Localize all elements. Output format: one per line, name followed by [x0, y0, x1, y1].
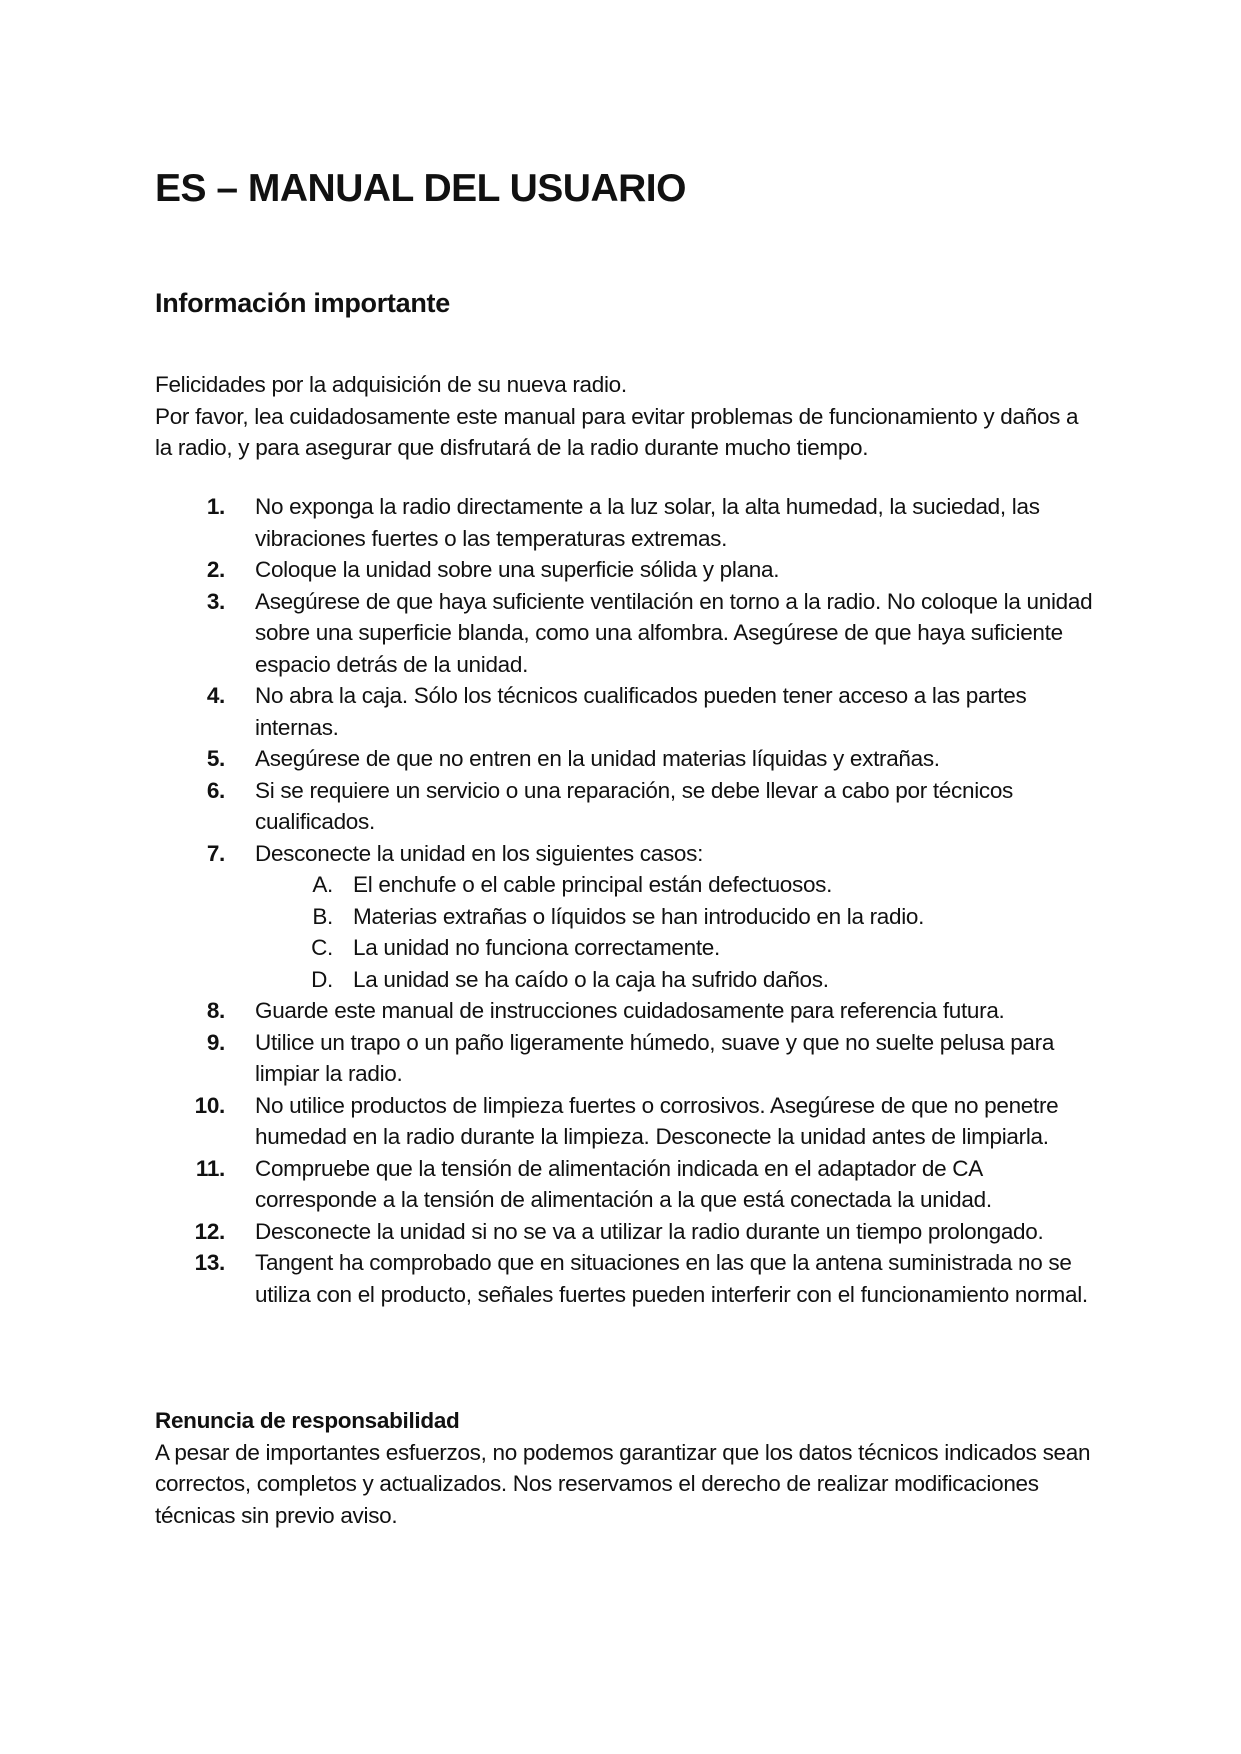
- list-item: [155, 838, 1095, 870]
- page-title: ES – MANUAL DEL USUARIO: [155, 167, 686, 210]
- item-text: No utilice productos de limpieza fuertes o corrosivos. Asegúrese de que no penetre humedad en la radio durante la limpieza. Desconecte la unidad antes de limpiarla.: [255, 1092, 1059, 1149]
- list-item: [155, 743, 1095, 775]
- item-number: 11.: [195, 1155, 225, 1181]
- list-item: [155, 491, 1095, 554]
- item-text: Asegúrese de que haya suficiente ventilación en torno a la radio. No coloque la unidad sobre una superficie blanda, como una alfombra. Asegúrese de que haya suficiente espacio detrás de la unidad.: [255, 588, 1093, 677]
- sub-item-text: Materias extrañas o líquidos se han introducido en la radio.: [353, 903, 925, 929]
- intro-paragraph: [155, 369, 1095, 464]
- item-number: 13.: [194, 1250, 225, 1275]
- list-item: [155, 1247, 1095, 1310]
- item-text: Desconecte la unidad en los siguientes casos:: [255, 840, 704, 866]
- intro-line-instructions: Por favor, lea cuidadosamente este manual para evitar problemas de funcionamiento y daños a la radio, y para asegurar que disfrutará de la radio durante mucho tiempo.: [155, 403, 1079, 460]
- item-number: 1.: [206, 494, 225, 519]
- section-title: Información importante: [155, 288, 450, 318]
- sub-list-item: [155, 964, 1095, 996]
- item-number: 9.: [206, 1029, 225, 1055]
- list-item: [155, 1216, 1095, 1248]
- item-number: 4.: [206, 683, 225, 708]
- list-item: [155, 995, 1095, 1027]
- sub-list-item: [155, 932, 1095, 964]
- sub-item-letter: B.: [312, 903, 333, 929]
- sub-item-letter: C.: [311, 935, 333, 960]
- safety-instructions-list: [155, 491, 1095, 1310]
- sub-item-text: La unidad no funciona correctamente.: [353, 935, 720, 960]
- intro-line-congrats: Felicidades por la adquisición de su nueva radio.: [155, 372, 627, 397]
- item-number: 2.: [206, 557, 225, 582]
- sub-list-item: [155, 901, 1095, 933]
- list-item: [155, 586, 1095, 681]
- sub-list-item: [155, 869, 1095, 901]
- sub-item-text: El enchufe o el cable principal están defectuosos.: [353, 872, 833, 897]
- document-page: [155, 0, 1095, 1754]
- item-text: No exponga la radio directamente a la luz solar, la alta humedad, la suciedad, las vibraciones fuertes o las temperaturas extremas.: [255, 494, 1040, 551]
- item-text: Asegúrese de que no entren en la unidad materias líquidas y extrañas.: [255, 746, 940, 771]
- item-text: Utilice un trapo o un paño ligeramente húmedo, suave y que no suelte pelusa para limpiar la radio.: [255, 1029, 1055, 1086]
- list-item: [155, 680, 1095, 743]
- item-number: 8.: [206, 998, 225, 1023]
- disclaimer-section: [155, 1405, 1095, 1531]
- item-number: 3.: [206, 588, 225, 614]
- disclaimer-text: A pesar de importantes esfuerzos, no podemos garantizar que los datos técnicos indicados sean correctos, completos y actualizados. Nos reservamos el derecho de realizar modificaciones técnicas sin previo aviso.: [155, 1439, 1091, 1528]
- sub-item-text: La unidad se ha caído o la caja ha sufrido daños.: [353, 966, 829, 992]
- list-item: [155, 775, 1095, 838]
- list-item: [155, 554, 1095, 586]
- list-item: [155, 1027, 1095, 1090]
- sub-item-letter: D.: [311, 966, 333, 992]
- item-text: No abra la caja. Sólo los técnicos cualificados pueden tener acceso a las partes internas.: [255, 683, 1027, 740]
- item-number: 7.: [206, 840, 225, 866]
- list-item: [155, 1153, 1095, 1216]
- item-text: Compruebe que la tensión de alimentación indicada en el adaptador de CA corresponde a la tensión de alimentación a la que está conectada la unidad.: [255, 1155, 992, 1212]
- item-text: Desconecte la unidad si no se va a utilizar la radio durante un tiempo prolongado.: [255, 1218, 1044, 1244]
- item-text: Coloque la unidad sobre una superficie sólida y plana.: [255, 557, 780, 582]
- item-number: 12.: [194, 1218, 225, 1244]
- item-number: 5.: [206, 746, 225, 771]
- item-text: Si se requiere un servicio o una reparación, se debe llevar a cabo por técnicos cualificados.: [255, 777, 1014, 834]
- disclaimer-title: Renuncia de responsabilidad: [155, 1408, 460, 1433]
- sub-item-letter: A.: [312, 872, 333, 897]
- item-number: 6.: [206, 777, 225, 803]
- item-number: 10.: [194, 1092, 225, 1118]
- list-item: [155, 1090, 1095, 1153]
- item-text: Tangent ha comprobado que en situaciones en las que la antena suministrada no se utiliza con el producto, señales fuertes pueden interferir con el funcionamiento normal.: [255, 1250, 1088, 1307]
- item-text: Guarde este manual de instrucciones cuidadosamente para referencia futura.: [255, 998, 1005, 1023]
